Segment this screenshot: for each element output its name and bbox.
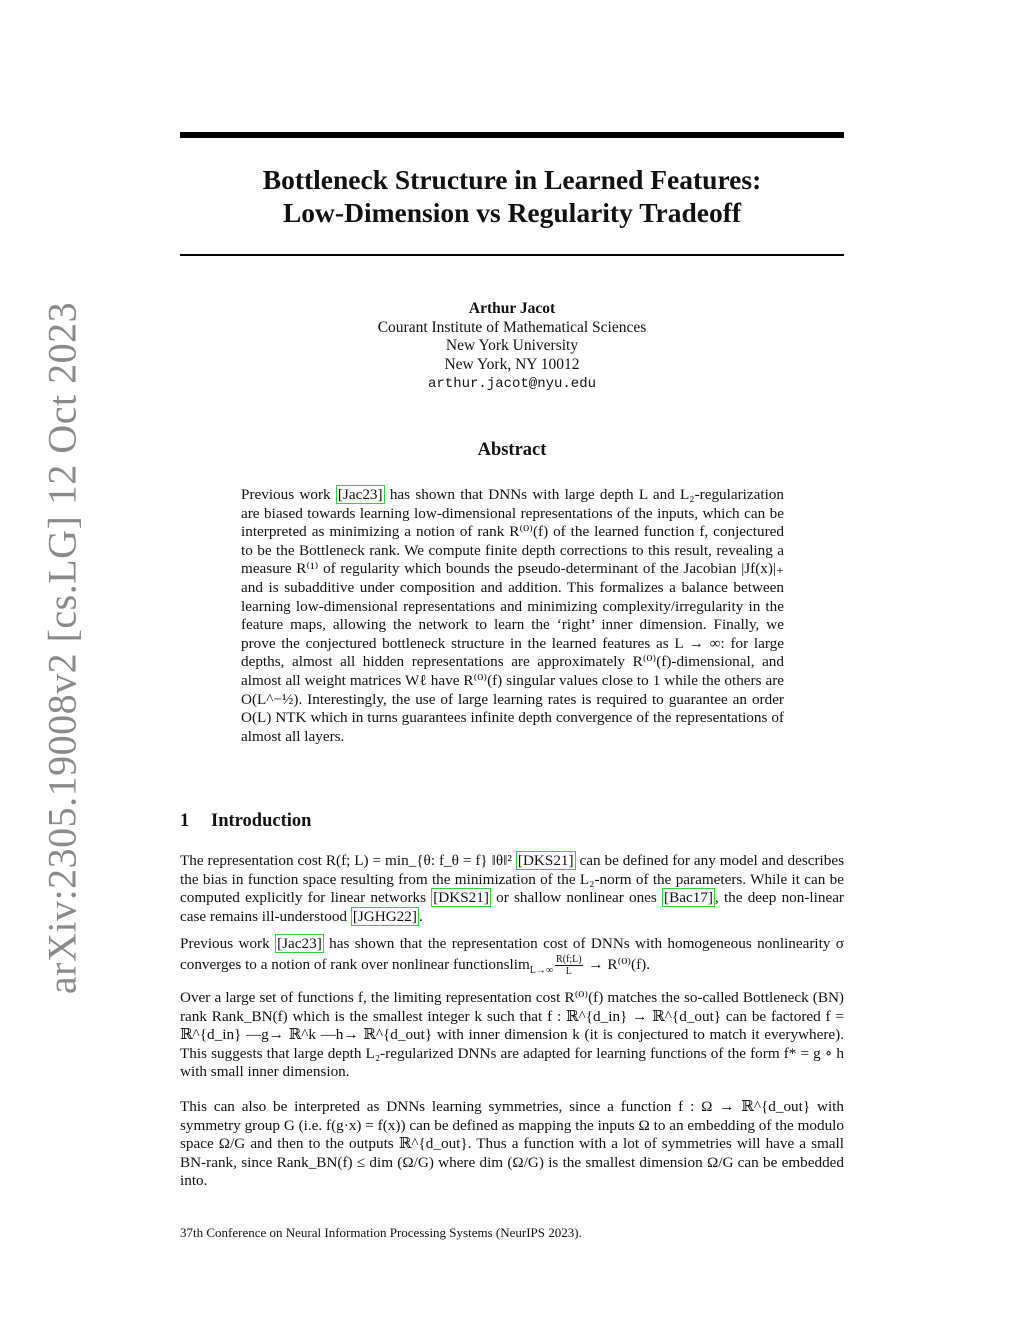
author-affiliation: Courant Institute of Mathematical Sciences xyxy=(377,318,647,336)
title-line-2: Low-Dimension vs Regularity Tradeoff xyxy=(282,197,742,228)
citation-link[interactable]: [DKS21] xyxy=(433,889,489,907)
title-bottom-rule xyxy=(180,254,844,256)
paragraph: This can also be interpreted as DNNs learning symmetries, since a function f : Ω → ℝ^{d_out} with symmetry group G (i.e. f(g·x) = f(x)) can be defined as mapping the inputs Ω to an embedding of the modulo space Ω/G and then to the outputs ℝ^{d_out}. Thus a function with a lot of symmetries will have a small BN-rank, since Rank_BN(f) ≤ dim (Ω/G) where dim (Ω/G) is the smallest dimension Ω/G can be embedded into. xyxy=(180,1098,844,1190)
paragraph xyxy=(180,935,844,980)
arxiv-stamp: arXiv:2305.19008v2 [cs.LG] 12 Oct 2023 xyxy=(39,301,85,995)
author-block xyxy=(180,300,844,394)
abstract-body xyxy=(241,486,784,746)
paper-title xyxy=(180,163,844,229)
title-line-1: Bottleneck Structure in Learned Features: xyxy=(262,164,762,195)
abstract-heading: Abstract xyxy=(477,440,547,460)
fraction-numerator: R(f;L) xyxy=(556,953,582,965)
paragraph-text: , the deep non-linear case remains ill-understood xyxy=(180,889,844,925)
paragraph-text: or shallow nonlinear ones xyxy=(490,889,663,907)
paragraph-text: can be defined for any model and describes the bias in function space resulting from the minimization of the L₂-norm of the parameters. While it can be computed explicitly for linear networks xyxy=(180,852,844,907)
fraction xyxy=(555,954,583,977)
author-name: Arthur Jacot xyxy=(468,300,556,317)
paragraph-text: Previous work xyxy=(180,935,276,952)
section-heading xyxy=(180,811,311,832)
title-top-rule xyxy=(180,132,844,138)
abstract-text: Previous work xyxy=(241,486,336,503)
citation-link[interactable]: [DKS21] xyxy=(517,852,574,869)
abstract-text: has shown that DNNs with large depth L and L₂-regularization are biased towards learning low-dimensional representations of the inputs, which can be interpreted as minimizing a notion of rank R⁽⁰⁾(f) of the learned function f, conjectured to be the Bottleneck rank. We compute finite depth corrections to this result, revealing a measure R⁽¹⁾ of regularity which bounds the pseudo-determinant of the Jacobian |Jf(x)|₊ and is subadditive under composition and addition. This formalizes a balance between learning low-dimensional representations and minimizing complexity/irregularity in the feature maps, allowing the network to learn the ‘right’ inner dimension. Finally, we prove the conjectured bottleneck structure in the learned features as L → ∞: for large depths, almost all hidden representations are approximately R⁽⁰⁾(f)-dimensional, and almost all weight matrices Wℓ have R⁽⁰⁾(f) singular values close to 1 while the others are O(L^−½). Interestingly, the use of large learning rates is required to guarantee an order O(L) NTK which in turns guarantees infinite depth convergence of the representations of almost all layers. xyxy=(241,486,784,745)
paragraph-text: → R⁽⁰⁾(f). xyxy=(584,955,651,973)
paragraph-text: . xyxy=(418,907,423,925)
limit-subscript: L→∞ xyxy=(529,964,554,976)
paragraph: Over a large set of functions f, the limiting representation cost R⁽⁰⁾(f) matches the so-called Bottleneck (BN) rank Rank_BN(f) which is the smallest integer k such that f : ℝ^{d_in} → ℝ^{d_out} can be factored f = ℝ^{d_in} —g→ ℝ^k —h→ ℝ^{d_out} with inner dimension k (it is conjectured to match it everywhere). This suggests that large depth L₂-regularized DNNs are adapted for learning functions of the form f* = g ∘ h with small inner dimension. xyxy=(180,989,844,1081)
citation-link[interactable]: [Jac23] xyxy=(337,486,383,503)
author-university: New York University xyxy=(445,337,579,354)
citation-link[interactable]: [Jac23] xyxy=(277,935,322,952)
section-number: 1 xyxy=(180,811,190,831)
citation-link[interactable]: [JGHG22] xyxy=(352,907,417,925)
paragraph xyxy=(180,852,844,926)
author-email[interactable]: arthur.jacot@nyu.edu xyxy=(427,376,597,392)
author-address: New York, NY 10012 xyxy=(444,355,580,373)
conference-footnote: 37th Conference on Neural Information Processing Systems (NeurIPS 2023). xyxy=(180,1225,582,1240)
paragraph-text: The representation cost R(f; L) = min_{θ: f_θ = f} ‖θ‖² xyxy=(180,852,516,869)
fraction-denominator: L xyxy=(565,965,572,977)
citation-link[interactable]: [Bac17] xyxy=(664,889,713,907)
section-title: Introduction xyxy=(211,811,312,831)
paragraph-text: has shown that the representation cost of DNNs with homogeneous nonlinearity σ converges to a notion of rank over nonlinear functionslim xyxy=(180,935,844,973)
